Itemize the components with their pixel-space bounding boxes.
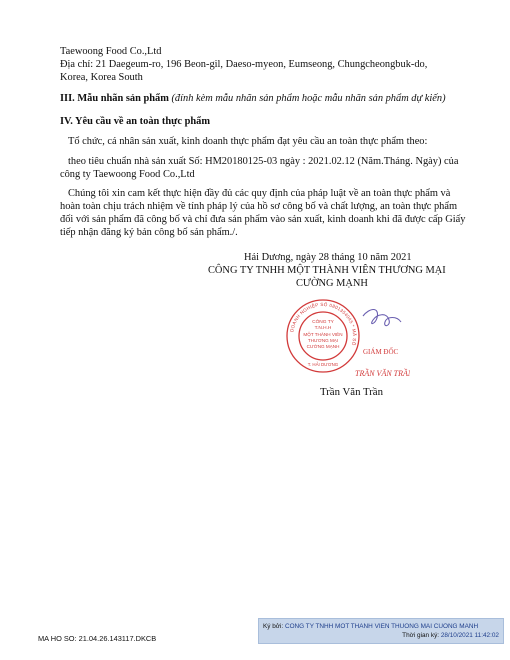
signer-name: Trần Văn Trần xyxy=(320,386,383,398)
seal-center-line-5: CƯỜNG MẠNH xyxy=(306,344,340,349)
section-4-title: IV. Yêu cầu về an toàn thực phẩm xyxy=(60,116,210,127)
section-3-heading xyxy=(60,92,446,105)
seal-title: GIÁM ĐỐC xyxy=(363,348,399,356)
commitment-line-1: Chúng tôi xin cam kết thực hiện đầy đủ các quy định của pháp luật về an toàn thực phẩm và xyxy=(68,188,451,199)
section-4-paragraph-1: Tổ chức, cá nhân sản xuất, kinh doanh thực phẩm đạt yêu cầu an toàn thực phẩm theo: xyxy=(68,136,428,147)
seal-center-line-4: THƯƠNG MẠI xyxy=(307,338,339,343)
company-name: Taewoong Food Co.,Ltd xyxy=(60,46,162,57)
signed-time-label: Thời gian ký: xyxy=(402,632,440,639)
document-code: MA HO SO: 21.04.26.143117.DKCB xyxy=(38,634,157,643)
signed-time-value: 28/10/2021 11:42:02 xyxy=(440,632,499,639)
section-4-paragraph-2-line-2: công ty Taewoong Food Co.,Ltd xyxy=(60,169,195,180)
signed-by-label: Ký bởi: xyxy=(263,623,284,630)
section-3-title: III. Mẫu nhãn sản phẩm xyxy=(60,93,169,104)
company-seal-and-signature xyxy=(285,296,410,386)
commitment-line-4: tiếp nhận đăng ký bản công bố sản phẩm./. xyxy=(60,227,238,238)
section-4-paragraph-2-line-1: theo tiêu chuẩn nhà sản xuất Số: HM20180125-03 ngày : 2021.02.12 (Năm.Tháng. Ngày) của xyxy=(68,156,459,167)
signed-by-row xyxy=(263,622,499,631)
commitment-line-2: hoàn toàn chịu trách nhiệm về tính pháp lý của hồ sơ công bố và chất lượng, an toàn thực phẩm xyxy=(60,201,458,212)
signed-time-row xyxy=(263,631,499,640)
seal-bottom-text: T. HẢI DƯƠNG xyxy=(307,362,339,367)
electronic-signature-box[interactable] xyxy=(258,618,504,644)
commitment-line-3: đối với sản phẩm đã công bố và chỉ đưa sản phẩm vào sản xuất, kinh doanh khi đã được cấp Giấy xyxy=(60,214,466,225)
seal-center-line-2: T.N.H.H xyxy=(314,326,332,331)
section-3-note: (đính kèm mẫu nhãn sản phẩm hoặc mẫu nhãn sản phẩm dự kiến) xyxy=(171,93,446,104)
company-seal-image xyxy=(285,296,410,386)
seal-center-line-1: CÔNG TY xyxy=(312,320,334,325)
seal-handwritten-name: TRẦN VĂN TRẦN xyxy=(355,369,410,378)
signing-company-line-1: CÔNG TY TNHH MỘT THÀNH VIÊN THƯƠNG MẠI xyxy=(208,265,446,276)
signing-date: Hải Dương, ngày 28 tháng 10 năm 2021 xyxy=(244,252,412,263)
handwritten-signature xyxy=(363,310,401,326)
seal-ring-text: DOANH NGHIỆP SỐ 0801354045 * MÃ SỐ xyxy=(289,301,358,347)
seal-center-line-3: MỘT THÀNH VIÊN xyxy=(303,332,343,337)
signing-company-line-2: CƯỜNG MẠNH xyxy=(296,278,368,289)
address-line-1: Địa chỉ: 21 Daegeum-ro, 196 Beon-gil, Daeso-myeon, Eumseong, Chungcheongbuk-do, xyxy=(60,59,428,70)
signed-by-value: CONG TY TNHH MOT THANH VIEN THUONG MAI CUONG MANH xyxy=(284,623,479,630)
address-line-2: Korea, Korea South xyxy=(60,72,143,83)
